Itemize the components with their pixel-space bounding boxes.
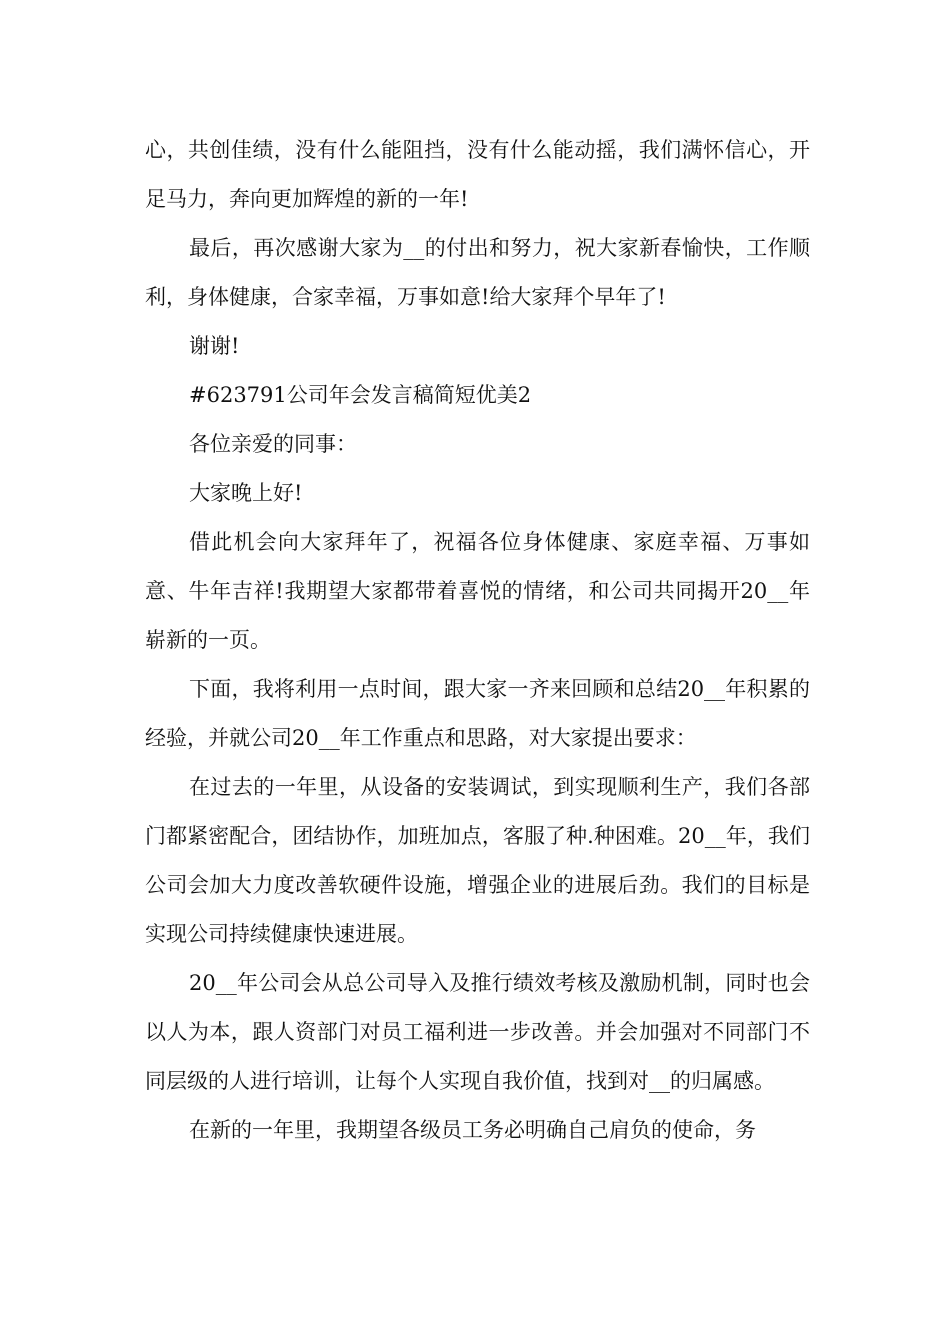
paragraph-salutation: 各位亲爱的同事： — [189, 432, 357, 456]
paragraph-new-year-mission: 在新的一年里，我期望各级员工务必明确自己肩负的使命，务 — [189, 1118, 756, 1142]
paragraph-closing-thanks: 最后，再次感谢大家为__的付出和努力，祝大家新春愉快，工作顺利，身体健康，合家幸福，万事如意!给大家拜个早年了! — [145, 236, 810, 309]
paragraph-greeting: 大家晚上好! — [189, 481, 303, 505]
paragraph-review-intro: 下面，我将利用一点时间，跟大家一齐来回顾和总结20__年积累的经验，并就公司20__年工作重点和思路，对大家提出要求： — [145, 677, 810, 750]
paragraph-thank-you: 谢谢! — [189, 334, 240, 358]
paragraph-new-year-wishes: 借此机会向大家拜年了，祝福各位身体健康、家庭幸福、万事如意、牛年吉祥!我期望大家都带着喜悦的情绪，和公司共同揭开20__年崭新的一页。 — [145, 530, 810, 652]
paragraph-continuation: 心，共创佳绩，没有什么能阻挡，没有什么能动摇，我们满怀信心，开足马力，奔向更加辉煌的新的一年! — [145, 138, 810, 211]
document-body — [145, 126, 810, 1155]
paragraph-past-year: 在过去的一年里，从设备的安装调试，到实现顺利生产，我们各部门都紧密配合，团结协作，加班加点，客服了种.种困难。20__年，我们公司会加大力度改善软硬件设施，增强企业的进展后劲。我们的目标是实现公司持续健康快速进展。 — [145, 775, 810, 946]
paragraph-performance-system: 20__年公司会从总公司导入及推行绩效考核及激励机制，同时也会以人为本，跟人资部门对员工福利进一步改善。并会加强对不同部门不同层级的人进行培训，让每个人实现自我价值，找到对__的归属感。 — [145, 971, 810, 1093]
section-heading: #623791公司年会发言稿简短优美2 — [189, 383, 532, 407]
